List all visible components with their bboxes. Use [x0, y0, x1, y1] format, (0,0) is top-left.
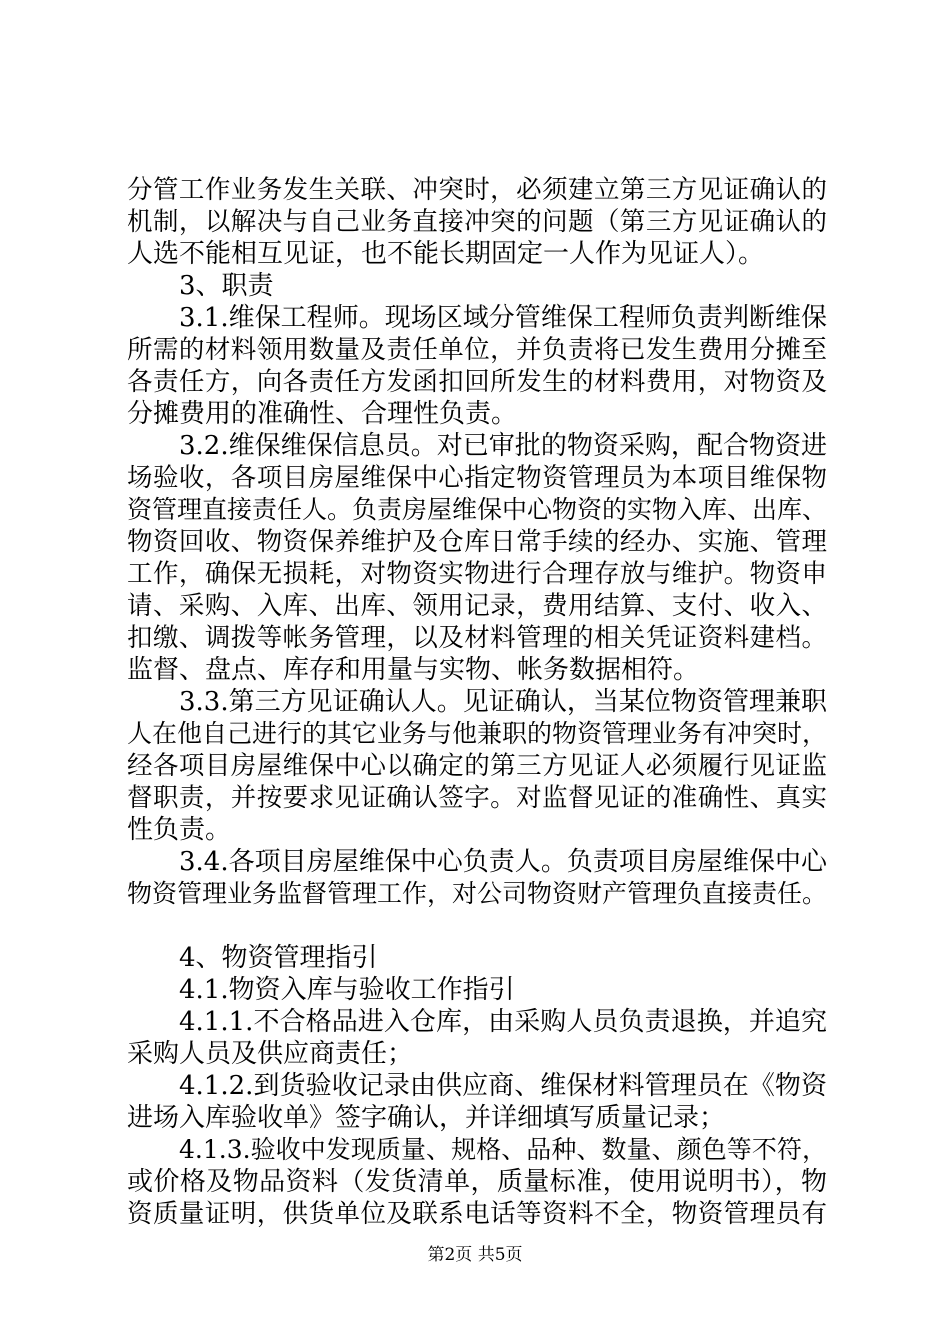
text-line: 场验收，各项目房屋维保中心指定物资管理员为本项目维保物: [127, 463, 827, 493]
page-footer: 第2页 共5页: [427, 1245, 523, 1265]
text-line: 进场入库验收单》签字确认，并详细填写质量记录；: [127, 1103, 726, 1133]
text-line: 分管工作业务发生关联、冲突时，必须建立第三方见证确认的: [127, 175, 827, 205]
text-line: 请、采购、入库、出库、领用记录，费用结算、支付、收入、: [127, 591, 827, 621]
text-line: 4.1.2.到货验收记录由供应商、维保材料管理员在《物资: [179, 1071, 827, 1101]
text-line: 资质量证明，供货单位及联系电话等资料不全，物资管理员有: [127, 1199, 827, 1229]
text-line: 采购人员及供应商责任；: [127, 1039, 414, 1069]
text-line: 性负责。: [127, 815, 232, 845]
text-line: 各责任方，向各责任方发函扣回所发生的材料费用，对物资及: [127, 367, 827, 397]
text-line: 人选不能相互见证，也不能长期固定一人作为见证人）。: [127, 239, 765, 269]
text-line: 经各项目房屋维保中心以确定的第三方见证人必须履行见证监: [127, 751, 827, 781]
text-line: 4.1.1.不合格品进入仓库，由采购人员负责退换，并追究: [179, 1007, 827, 1037]
text-line: 物资管理业务监督管理工作，对公司物资财产管理负直接责任。: [127, 879, 828, 908]
text-line: 监督、盘点、库存和用量与实物、帐务数据相符。: [127, 655, 700, 685]
text-line: 分摊费用的准确性、合理性负责。: [127, 399, 518, 429]
section-heading: 3、职责: [179, 271, 274, 301]
text-line: 所需的材料领用数量及责任单位，并负责将已发生费用分摊至: [127, 335, 827, 365]
text-line: 或价格及物品资料（发货清单，质量标准，使用说明书），物: [127, 1167, 827, 1197]
text-line: 工作，确保无损耗，对物资实物进行合理存放与维护。物资申: [127, 559, 827, 589]
text-line: 物资回收、物资保养维护及仓库日常手续的经办、实施、管理: [127, 527, 827, 557]
text-line: 机制，以解决与自己业务直接冲突的问题（第三方见证确认的: [127, 207, 827, 237]
section-heading: 4、物资管理指引: [179, 943, 378, 973]
text-line: 扣缴、调拨等帐务管理，以及材料管理的相关凭证资料建档。: [127, 623, 827, 653]
text-line: 3.1.维保工程师。现场区域分管维保工程师负责判断维保: [179, 303, 827, 333]
text-line: 督职责，并按要求见证确认签字。对监督见证的准确性、真实: [127, 783, 827, 813]
text-line: 资管理直接责任人。负责房屋维保中心物资的实物入库、出库、: [127, 495, 828, 524]
subsection-heading: 4.1.物资入库与验收工作指引: [179, 975, 515, 1005]
text-line: 3.4.各项目房屋维保中心负责人。负责项目房屋维保中心: [179, 847, 827, 877]
text-line: 4.1.3.验收中发现质量、规格、品种、数量、颜色等不符，: [179, 1135, 827, 1164]
text-line: 人在他自己进行的其它业务与他兼职的物资管理业务有冲突时，: [127, 719, 828, 748]
text-line: 3.3.第三方见证确认人。见证确认，当某位物资管理兼职: [179, 687, 827, 717]
text-line: 3.2.维保维保信息员。对已审批的物资采购，配合物资进: [179, 431, 827, 461]
